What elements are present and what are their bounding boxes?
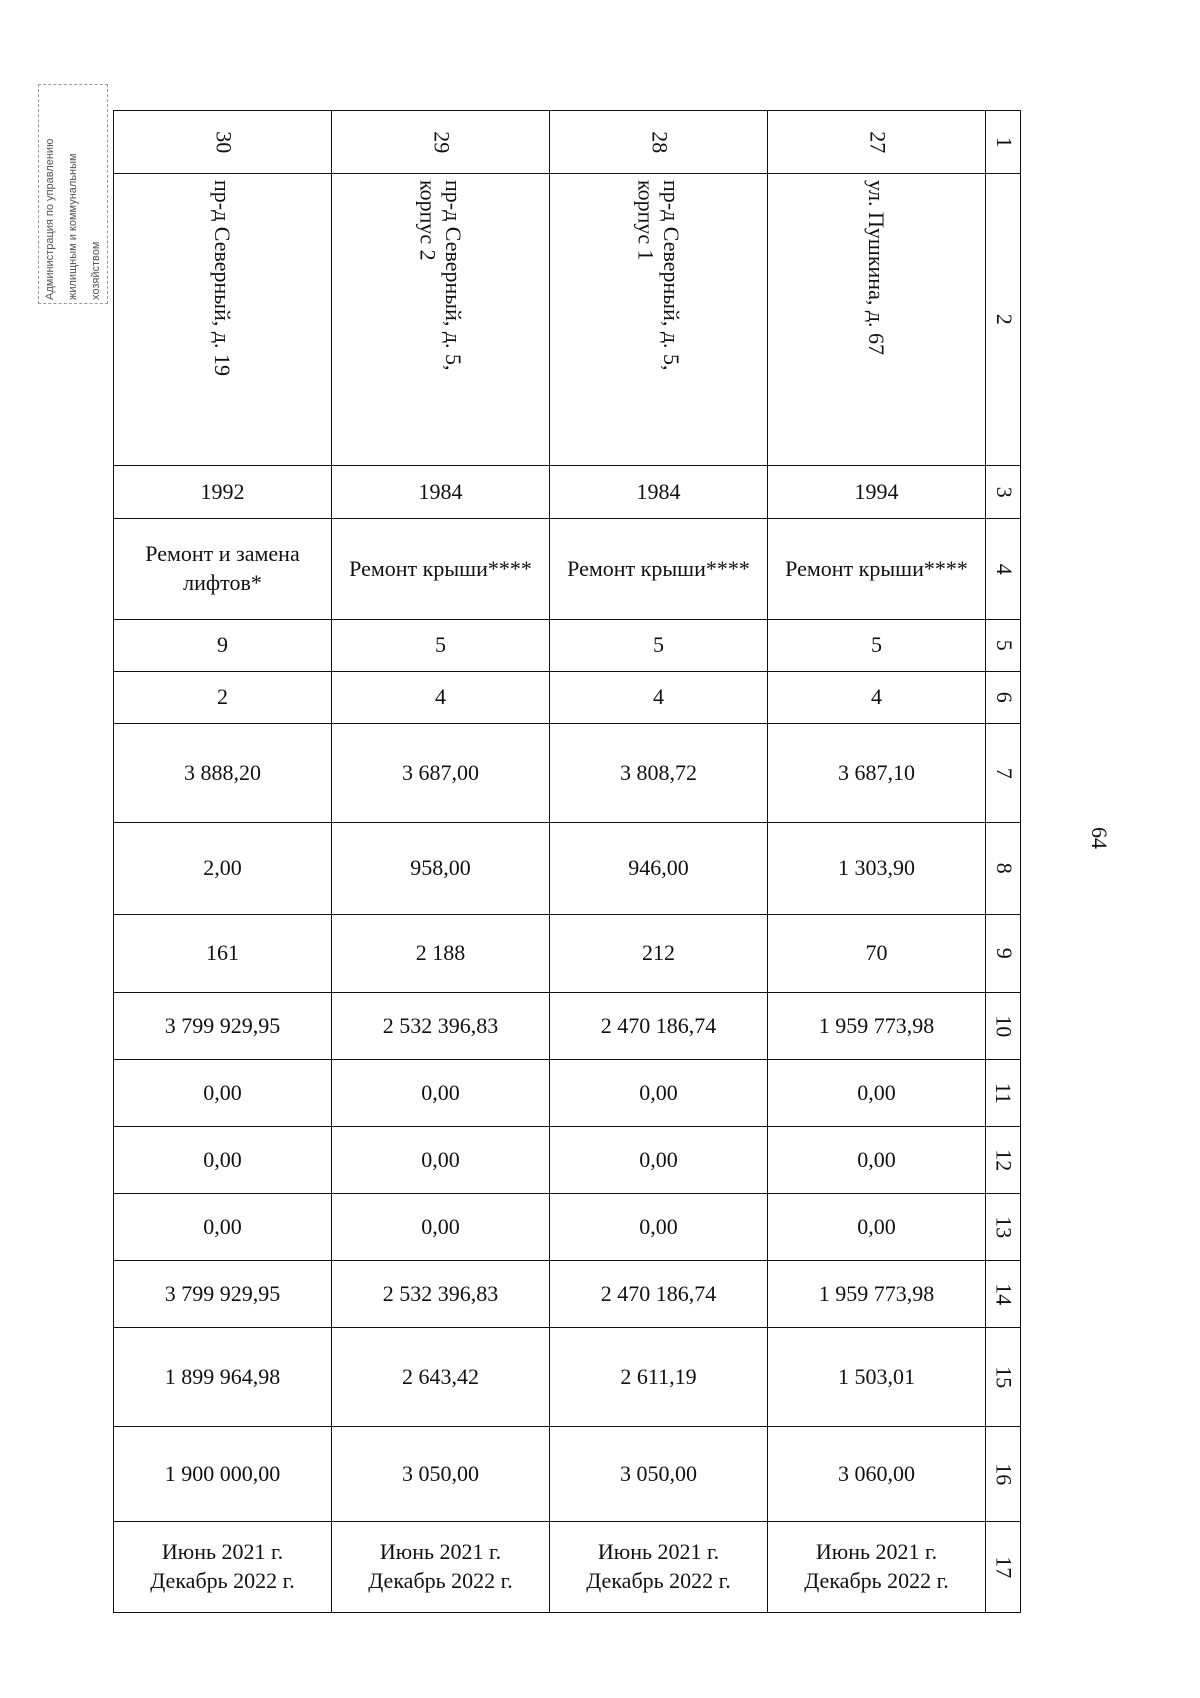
total-cost-cell: 1 959 773,98: [768, 993, 986, 1060]
entrances-cell: 4: [550, 672, 768, 724]
fund-cell: 0,00: [114, 1127, 332, 1194]
area-cell: 2,00: [114, 823, 332, 915]
fund-cell: 0,00: [550, 1194, 768, 1261]
period-start: Июнь 2021 г.: [379, 1539, 502, 1565]
fund-cell: 0,00: [550, 1060, 768, 1127]
column-index-cell: 13: [986, 1194, 1021, 1261]
column-index-cell: 17: [986, 1522, 1021, 1613]
work-type-cell: Ремонт и замена лифтов*: [114, 519, 332, 620]
period-cell: [332, 1522, 550, 1613]
address-cell: пр-д Северный, д. 19: [114, 174, 332, 466]
owners-funds-cell: 2 470 186,74: [550, 1261, 768, 1328]
period-end: Декабрь 2022 г.: [804, 1568, 949, 1593]
table-row: [114, 111, 1021, 174]
column-index-cell: 15: [986, 1328, 1021, 1427]
total-area-cell: 3 888,20: [114, 724, 332, 823]
year-cell: 1992: [114, 466, 332, 519]
table-row: [114, 1127, 1021, 1194]
year-cell: 1994: [768, 466, 986, 519]
table-row: [114, 1194, 1021, 1261]
total-area-cell: 3 808,72: [550, 724, 768, 823]
address-cell: ул. Пушкина, д. 67: [768, 174, 986, 466]
unit-cost-cell: 2 643,42: [332, 1328, 550, 1427]
table-row: [114, 1522, 1021, 1613]
fund-cell: 0,00: [768, 1194, 986, 1261]
unit-cost-cell: 1 899 964,98: [114, 1328, 332, 1427]
column-index-cell: 3: [986, 466, 1021, 519]
residents-cell: 161: [114, 915, 332, 993]
owners-funds-cell: 2 532 396,83: [332, 1261, 550, 1328]
fund-cell: 0,00: [768, 1060, 986, 1127]
residents-cell: 2 188: [332, 915, 550, 993]
floors-cell: 5: [550, 620, 768, 672]
fund-cell: 0,00: [332, 1194, 550, 1261]
column-index-cell: 14: [986, 1261, 1021, 1328]
total-cost-cell: 3 799 929,95: [114, 993, 332, 1060]
total-area-cell: 3 687,10: [768, 724, 986, 823]
entrances-cell: 2: [114, 672, 332, 724]
stamp-line: хозяйством: [90, 241, 102, 300]
repair-program-table: [113, 110, 1021, 1613]
stamp-line: Администрация по управлению: [44, 138, 56, 300]
table-row: [114, 672, 1021, 724]
table-row: [114, 466, 1021, 519]
column-index-cell: 5: [986, 620, 1021, 672]
table-row: [114, 724, 1021, 823]
column-index-cell: 7: [986, 724, 1021, 823]
work-type-cell: Ремонт крыши****: [550, 519, 768, 620]
entrances-cell: 4: [332, 672, 550, 724]
period-cell: [550, 1522, 768, 1613]
table-row: [114, 1328, 1021, 1427]
period-end: Декабрь 2022 г.: [586, 1568, 731, 1593]
year-cell: 1984: [550, 466, 768, 519]
period-end: Декабрь 2022 г.: [150, 1568, 295, 1593]
column-index-cell: 12: [986, 1127, 1021, 1194]
owners-funds-cell: 3 799 929,95: [114, 1261, 332, 1328]
column-index-cell: 1: [986, 111, 1021, 174]
column-index-cell: 16: [986, 1427, 1021, 1522]
period-start: Июнь 2021 г.: [815, 1539, 938, 1565]
residents-cell: 70: [768, 915, 986, 993]
column-index-cell: 11: [986, 1060, 1021, 1127]
column-index-cell: 8: [986, 823, 1021, 915]
total-cost-cell: 2 470 186,74: [550, 993, 768, 1060]
fund-cell: 0,00: [332, 1060, 550, 1127]
table-row: [114, 993, 1021, 1060]
fund-cell: 0,00: [550, 1127, 768, 1194]
period-cell: [114, 1522, 332, 1613]
limit-cost-cell: 3 050,00: [332, 1427, 550, 1522]
approval-stamp: [38, 84, 108, 304]
entrances-cell: 4: [768, 672, 986, 724]
limit-cost-cell: 1 900 000,00: [114, 1427, 332, 1522]
record-number-cell: 30: [114, 111, 332, 174]
unit-cost-cell: 2 611,19: [550, 1328, 768, 1427]
total-cost-cell: 2 532 396,83: [332, 993, 550, 1060]
year-cell: 1984: [332, 466, 550, 519]
area-cell: 946,00: [550, 823, 768, 915]
record-number-cell: 27: [768, 111, 986, 174]
period-start: Июнь 2021 г.: [597, 1539, 720, 1565]
floors-cell: 9: [114, 620, 332, 672]
area-cell: 958,00: [332, 823, 550, 915]
period-end: Декабрь 2022 г.: [368, 1568, 513, 1593]
address-cell: пр-д Северный, д. 5, корпус 1: [550, 174, 768, 466]
residents-cell: 212: [550, 915, 768, 993]
owners-funds-cell: 1 959 773,98: [768, 1261, 986, 1328]
work-type-cell: Ремонт крыши****: [768, 519, 986, 620]
table-row: [114, 1261, 1021, 1328]
record-number-cell: 28: [550, 111, 768, 174]
period-cell: [768, 1522, 986, 1613]
floors-cell: 5: [768, 620, 986, 672]
work-type-cell: Ремонт крыши****: [332, 519, 550, 620]
column-index-cell: 4: [986, 519, 1021, 620]
fund-cell: 0,00: [114, 1060, 332, 1127]
column-index-cell: 10: [986, 993, 1021, 1060]
column-index-cell: 6: [986, 672, 1021, 724]
table-row: [114, 620, 1021, 672]
address-cell: пр-д Северный, д. 5, корпус 2: [332, 174, 550, 466]
table-row: [114, 1060, 1021, 1127]
table-row: [114, 1427, 1021, 1522]
column-index-cell: 2: [986, 174, 1021, 466]
limit-cost-cell: 3 060,00: [768, 1427, 986, 1522]
unit-cost-cell: 1 503,01: [768, 1328, 986, 1427]
fund-cell: 0,00: [332, 1127, 550, 1194]
fund-cell: 0,00: [768, 1127, 986, 1194]
table-row: [114, 915, 1021, 993]
period-start: Июнь 2021 г.: [161, 1539, 284, 1565]
limit-cost-cell: 3 050,00: [550, 1427, 768, 1522]
page-number: 64: [1087, 827, 1112, 849]
floors-cell: 5: [332, 620, 550, 672]
table-row: [114, 174, 1021, 466]
table-row: [114, 519, 1021, 620]
total-area-cell: 3 687,00: [332, 724, 550, 823]
record-number-cell: 29: [332, 111, 550, 174]
area-cell: 1 303,90: [768, 823, 986, 915]
fund-cell: 0,00: [114, 1194, 332, 1261]
table-row: [114, 823, 1021, 915]
stamp-line: жилищным и коммунальным: [67, 153, 79, 300]
column-index-cell: 9: [986, 915, 1021, 993]
